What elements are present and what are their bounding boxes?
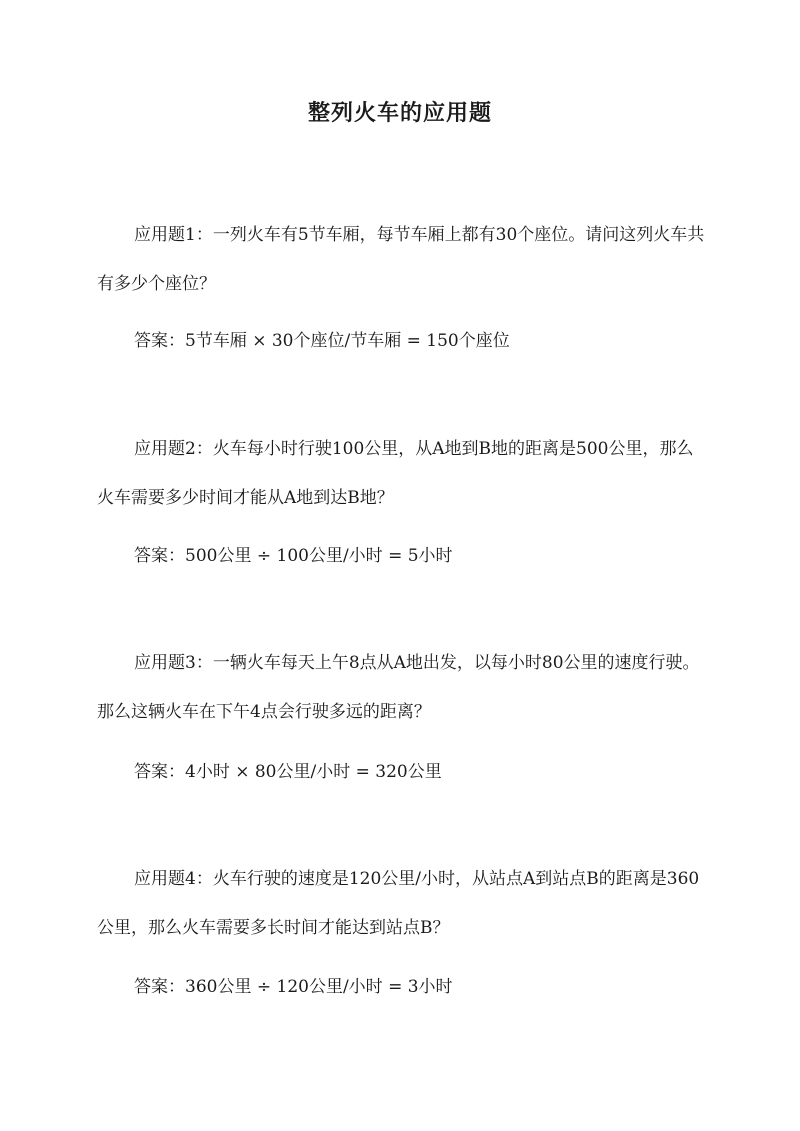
problem-1-answer: 答案：5节车厢 × 30个座位/节车厢 = 150个座位	[134, 331, 510, 351]
problem-2-answer: 答案：500公里 ÷ 100公里/小时 = 5小时	[134, 546, 453, 566]
page-title: 整列火车的应用题	[307, 100, 492, 126]
problem-1-question: 应用题1：一列火车有5节车厢，每节车厢上都有30个座位。请问这列火车共有多少个座位？	[97, 225, 705, 294]
problem-3-question: 应用题3：一辆火车每天上午8点从A地出发，以每小时80公里的速度行驶。那么这辆火车在下午4点会行驶多远的距离？	[97, 653, 700, 722]
problem-4-question: 应用题4：火车行驶的速度是120公里/小时，从站点A到站点B的距离是360公里，那么火车需要多长时间才能达到站点B？	[97, 869, 700, 938]
problem-4-answer: 答案：360公里 ÷ 120公里/小时 = 3小时	[134, 977, 453, 997]
problem-3-answer: 答案：4小时 × 80公里/小时 = 320公里	[134, 762, 442, 782]
problem-2-question: 应用题2：火车每小时行驶100公里，从A地到B地的距离是500公里，那么火车需要多少时间才能从A地到达B地？	[97, 439, 694, 508]
